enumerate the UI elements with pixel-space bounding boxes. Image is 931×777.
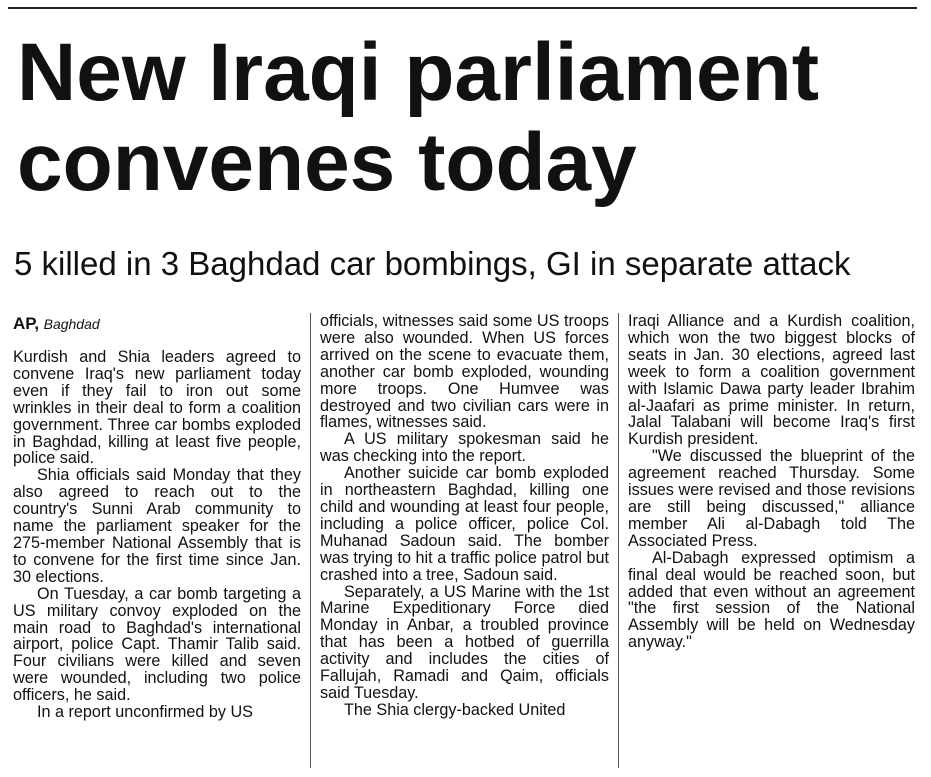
dateline bbox=[13, 314, 301, 335]
paragraph: Another suicide car bomb exploded in northeastern Baghdad, killing one child and wounding at least four people, including a police officer, police Col. Muhanad Sadoun said. The bomber was trying to hit a traffic police patrol but crashed into a tree, Sadoun said. bbox=[320, 464, 609, 584]
paragraph: Shia officials said Monday that they also agreed to reach out to the country's Sunni Arab community to name the parliament speaker for the 275-member National Assembly that is to convene for the first time since Jan. 30 elections. bbox=[13, 466, 301, 586]
paragraph: In a report unconfirmed by US bbox=[37, 703, 253, 722]
article-column-3 bbox=[628, 313, 915, 651]
paragraph: The Shia clergy-backed United bbox=[344, 700, 566, 719]
paragraph: Separately, a US Marine with the 1st Marine Expeditionary Force died Monday in Anbar, a troubled province that has been a hotbed of guerrilla activity and includes the cities of Fallujah, Ramadi and Qaim, officials said Tuesday. bbox=[320, 582, 609, 702]
paragraph: officials, witnesses said some US troops were also wounded. When US forces arrived on the scene to evacuate them, another car bomb exploded, wounding more troops. One Humvee was destroyed and two civilian cars were in flames, witnesses said. bbox=[320, 312, 609, 432]
paragraph: A US military spokesman said he was checking into the report. bbox=[320, 430, 609, 466]
dateline-place: Baghdad bbox=[43, 316, 100, 332]
column-divider-2 bbox=[618, 313, 619, 768]
dateline-source: AP, bbox=[13, 314, 40, 333]
headline-line-1: New Iraqi parliament bbox=[17, 27, 820, 118]
subheadline: 5 killed in 3 Baghdad car bombings, GI in separate attack bbox=[14, 245, 851, 282]
article-column-1 bbox=[13, 314, 301, 721]
article-column-2 bbox=[320, 313, 609, 719]
paragraph: "We discussed the blueprint of the agreement reached Thursday. Some issues were revised and those revisions are still being discussed," alliance member Ali al-Dabagh told The Associated Press. bbox=[628, 447, 915, 550]
paragraph: Iraqi Alliance and a Kurdish coalition, which won the two biggest blocks of seats in Jan. 30 elections, agreed last week to form a coalition government with Islamic Dawa party leader Ibrahim al-Jaafari as prime minister. In return, Jalal Talabani will become Iraq's first Kurdish president. bbox=[628, 312, 915, 449]
column-divider-1 bbox=[310, 313, 311, 768]
paragraph: Al-Dabagh expressed optimism a final deal would be reached soon, but added that even without an agreement "the first session of the National Assembly will be held on Wednesday anyway." bbox=[628, 548, 915, 652]
paragraph: On Tuesday, a car bomb targeting a US military convoy exploded on the main road to Baghdad's international airport, police Capt. Thamir Talib said. Four civilians were killed and seven were wounded, including two police officers, he said. bbox=[13, 584, 301, 705]
top-rule bbox=[8, 7, 917, 9]
headline-line-2: convenes today bbox=[17, 117, 637, 208]
headline bbox=[17, 28, 917, 208]
paragraph: Kurdish and Shia leaders agreed to convene Iraq's new parliament today even if they fail to iron out some wrinkles in their deal to form a coalition government. Three car bombs exploded in Baghdad, killing at least five people, police said. bbox=[13, 348, 301, 468]
